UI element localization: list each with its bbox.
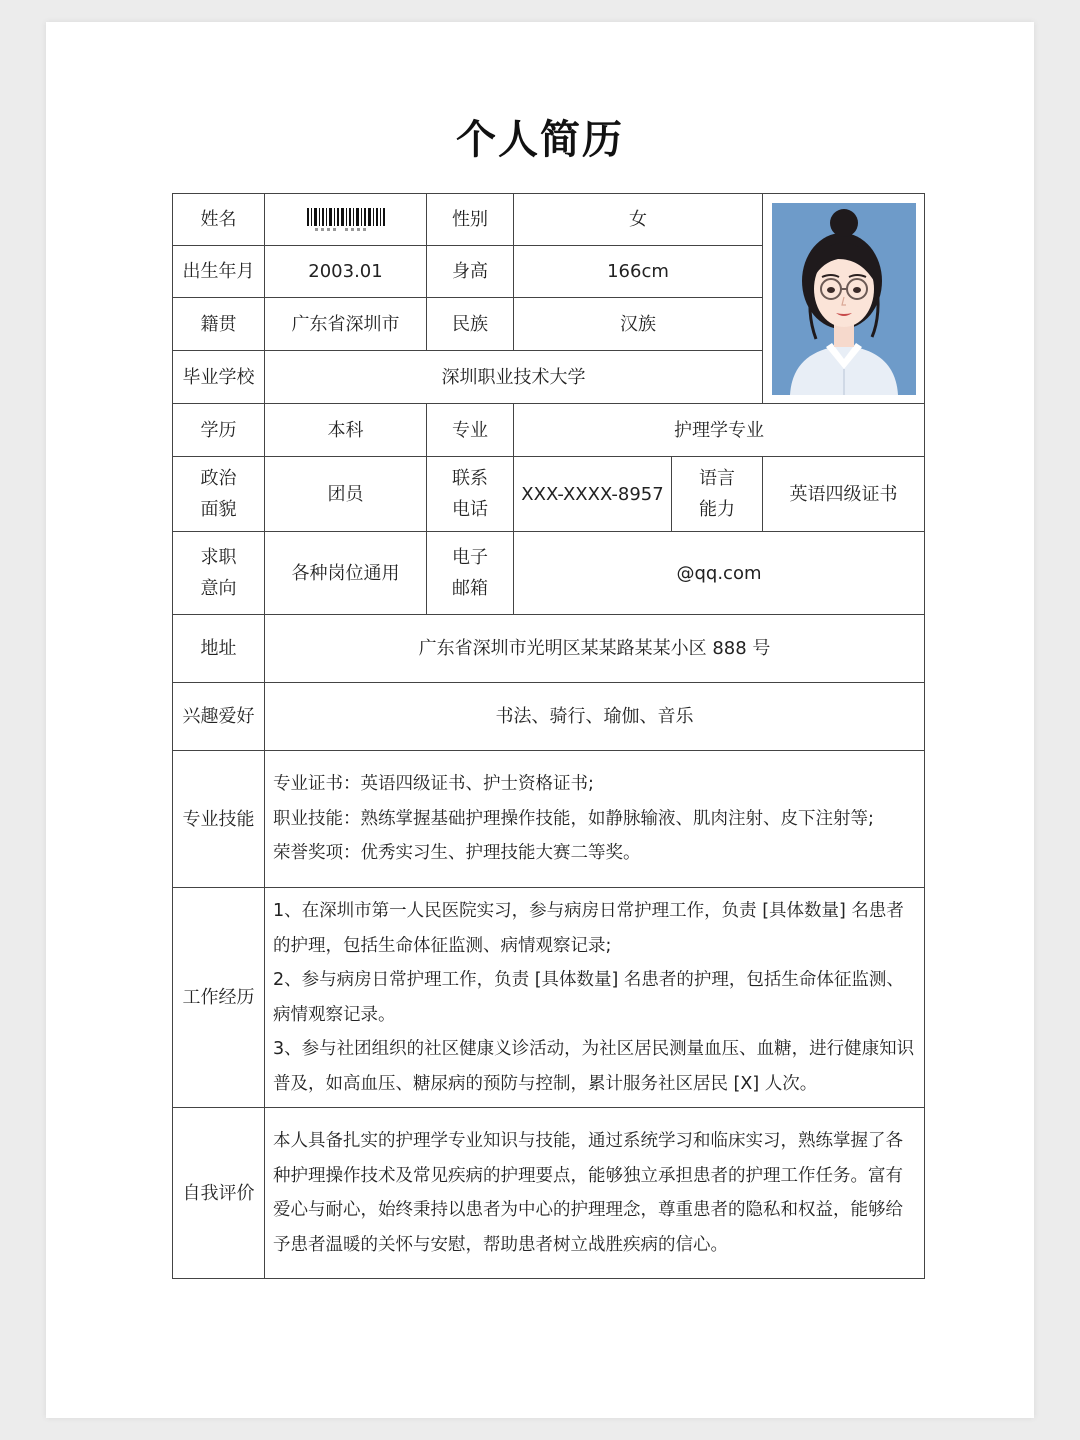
work-line: 1、在深圳市第一人民医院实习，参与病房日常护理工作，负责 [具体数量] 名患者的护理，包括生命体征监测、病情观察记录; bbox=[273, 901, 904, 956]
native-label: 籍贯 bbox=[173, 298, 265, 351]
hobby-value: 书法、骑行、瑜伽、音乐 bbox=[265, 683, 925, 751]
self-eval-content: 本人具备扎实的护理学专业知识与技能，通过系统学习和临床实习，熟练掌握了各种护理操作技术及常见疾病的护理要点，能够独立承担患者的护理工作任务。富有爱心与耐心，始终秉持以患者为中心的护理理念，尊重患者的隐私和权益，能够给予患者温暖的关怀与安慰，帮助患者树立战胜疾病的信心。 bbox=[265, 1108, 925, 1279]
resume-table bbox=[172, 193, 925, 1279]
degree-label: 学历 bbox=[173, 404, 265, 457]
ethnic-value: 汉族 bbox=[514, 298, 763, 351]
school-value: 深圳职业技术大学 bbox=[265, 351, 763, 404]
address-value: 广东省深圳市光明区某某路某某小区 888 号 bbox=[265, 615, 925, 683]
birth-value: 2003.01 bbox=[265, 246, 427, 298]
barcode-icon bbox=[305, 207, 387, 233]
hobby-label: 兴趣爱好 bbox=[173, 683, 265, 751]
major-value: 护理学专业 bbox=[514, 404, 925, 457]
skills-line: 专业证书：英语四级证书、护士资格证书; bbox=[273, 774, 594, 795]
name-label: 姓名 bbox=[173, 194, 265, 246]
gender-label: 性别 bbox=[427, 194, 514, 246]
birth-label: 出生年月 bbox=[173, 246, 265, 298]
degree-value: 本科 bbox=[265, 404, 427, 457]
email-label: 电子邮箱 bbox=[427, 532, 514, 615]
email-value: @qq.com bbox=[514, 532, 925, 615]
work-content bbox=[265, 888, 925, 1108]
gender-value: 女 bbox=[514, 194, 763, 246]
political-label: 政治面貌 bbox=[173, 457, 265, 532]
address-label: 地址 bbox=[173, 615, 265, 683]
intent-label: 求职意向 bbox=[173, 532, 265, 615]
height-label: 身高 bbox=[427, 246, 514, 298]
political-value: 团员 bbox=[265, 457, 427, 532]
language-label: 语言能力 bbox=[672, 457, 763, 532]
skills-content bbox=[265, 751, 925, 888]
page-title: 个人简历 bbox=[456, 117, 624, 163]
skills-line: 荣誉奖项：优秀实习生、护理技能大赛二等奖。 bbox=[273, 843, 641, 864]
native-value: 广东省深圳市 bbox=[265, 298, 427, 351]
phone-value: XXX-XXXX-8957 bbox=[514, 457, 672, 532]
work-line: 2、参与病房日常护理工作，负责 [具体数量] 名患者的护理，包括生命体征监测、病情观察记录。 bbox=[273, 970, 904, 1025]
major-label: 专业 bbox=[427, 404, 514, 457]
height-value: 166cm bbox=[514, 246, 763, 298]
school-label: 毕业学校 bbox=[173, 351, 265, 404]
avatar-portrait bbox=[772, 203, 916, 395]
intent-value: 各种岗位通用 bbox=[265, 532, 427, 615]
skills-line: 职业技能：熟练掌握基础护理操作技能，如静脉输液、肌肉注射、皮下注射等; bbox=[273, 808, 874, 829]
skills-label: 专业技能 bbox=[173, 751, 265, 888]
phone-label: 联系电话 bbox=[427, 457, 514, 532]
ethnic-label: 民族 bbox=[427, 298, 514, 351]
self-eval-label: 自我评价 bbox=[173, 1108, 265, 1279]
language-value: 英语四级证书 bbox=[763, 457, 925, 532]
photo-cell bbox=[763, 194, 925, 404]
name-value bbox=[265, 194, 427, 246]
work-label: 工作经历 bbox=[173, 888, 265, 1108]
work-line: 3、参与社团组织的社区健康义诊活动，为社区居民测量血压、血糖，进行健康知识普及，如高血压、糖尿病的预防与控制，累计服务社区居民 [X] 人次。 bbox=[273, 1039, 915, 1094]
